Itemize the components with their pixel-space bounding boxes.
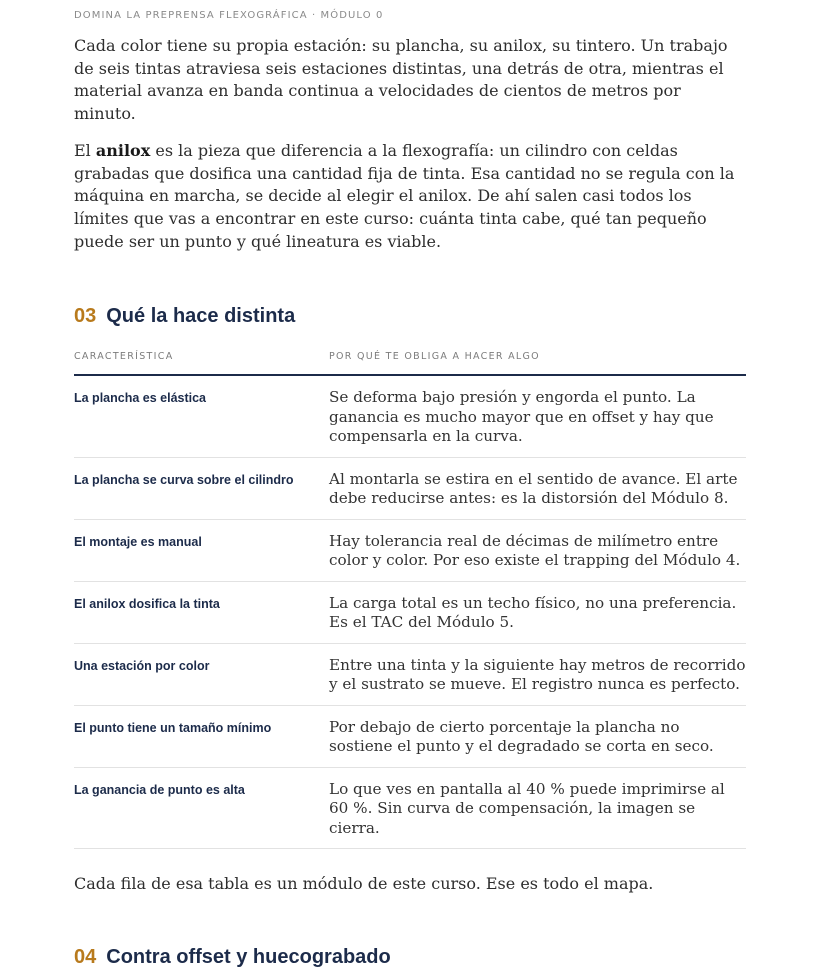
table-header-row [74,351,746,375]
section-heading-04 [74,944,746,970]
paragraph-2-rest: es la pieza que diferencia a la flexografía: un cilindro con celdas grabadas que dosifica una cantidad fija de tinta. Esa cantidad no se regula con la máquina en marcha, se decide al elegir el anilox. De ahí salen casi todos los límites que vas a encontrar en este curso: cuánta tinta cabe, qué tan pequeño puede ser un punto y qué lineatura es viable. [74,140,735,251]
feature-cell: La ganancia de punto es alta [74,767,329,849]
paragraph-2-lead: El [74,140,91,160]
section-number: 03 [74,305,97,328]
reason-cell: Por debajo de cierto porcentaje la plancha no sostiene el punto y el degradado se corta en seco. [329,705,746,767]
section-title: Qué la hace distinta [106,305,296,328]
reason-cell: La carga total es un techo físico, no una preferencia. Es el TAC del Módulo 5. [329,581,746,643]
column-header-feature: CARACTERÍSTICA [74,351,329,375]
reason-cell: Hay tolerancia real de décimas de milímetro entre color y color. Por eso existe el trapping del Módulo 4. [329,519,746,581]
anilox-term: anilox [95,140,151,160]
section-number: 04 [74,946,97,969]
feature-cell: El montaje es manual [74,519,329,581]
lesson-page [74,0,746,970]
intro-paragraph-1: Cada color tiene su propia estación: su plancha, su anilox, su tintero. Un trabajo de seis tintas atraviesa seis estaciones distintas, una detrás de otra, mientras el material avanza en banda continua a velocidades de cientos de metros por minuto. [74,36,728,124]
feature-cell: La plancha es elástica [74,375,329,457]
table-row [74,705,746,767]
feature-cell: Una estación por color [74,643,329,705]
table-row [74,581,746,643]
reason-cell: Entre una tinta y la siguiente hay metros de recorrido y el sustrato se mueve. El registro nunca es perfecto. [329,643,746,705]
feature-cell: El anilox dosifica la tinta [74,581,329,643]
features-table [74,351,746,849]
section-title: Contra offset y huecograbado [106,946,391,969]
reason-cell: Lo que ves en pantalla al 40 % puede imprimirse al 60 %. Sin curva de compensación, la imagen se cierra. [329,767,746,849]
table-row [74,519,746,581]
running-head: DOMINA LA PREPRENSA FLEXOGRÁFICA · MÓDULO 0 [74,10,384,21]
table-row [74,643,746,705]
reason-cell: Al montarla se estira en el sentido de avance. El arte debe reducirse antes: es la distorsión del Módulo 8. [329,457,746,519]
section-heading-03 [74,303,746,329]
reason-cell: Se deforma bajo presión y engorda el punto. La ganancia es mucho mayor que en offset y hay que compensarla en la curva. [329,375,746,457]
table-row [74,457,746,519]
feature-cell: La plancha se curva sobre el cilindro [74,457,329,519]
column-header-reason: POR QUÉ TE OBLIGA A HACER ALGO [329,351,746,375]
intro-paragraph-2 [74,140,746,254]
table-row [74,375,746,457]
feature-cell: El punto tiene un tamaño mínimo [74,705,329,767]
closing-paragraph: Cada fila de esa tabla es un módulo de este curso. Ese es todo el mapa. [74,874,654,894]
table-row [74,767,746,849]
